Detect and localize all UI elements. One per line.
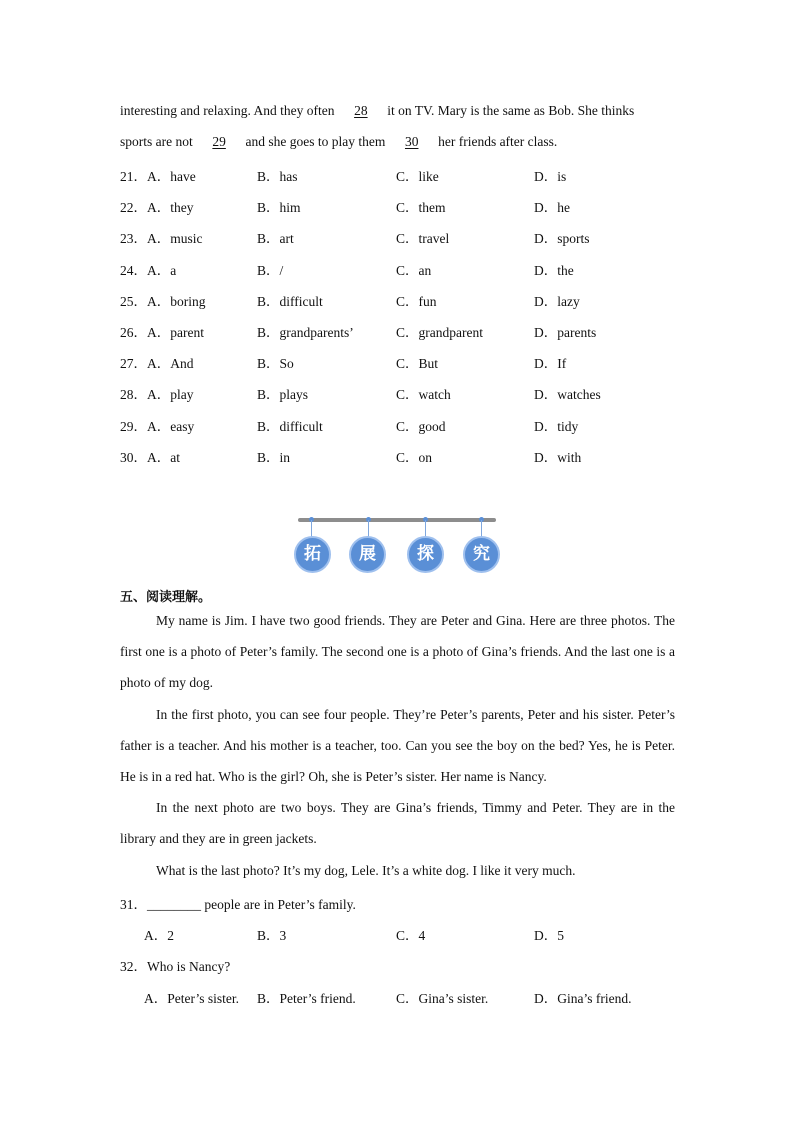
- answer-blank-31: ________: [147, 897, 201, 912]
- option-a: A．at: [147, 449, 180, 465]
- option-c: C．fun: [396, 293, 437, 309]
- option-c: C．Gina’s sister.: [396, 991, 489, 1006]
- reading-paragraph-3: In the next photo are two boys. They are Gina’s friends, Timmy and Peter. They are in the library and they are in green jackets.: [120, 800, 675, 847]
- question-number: 30．: [120, 449, 147, 465]
- option-b: B．him: [257, 200, 301, 216]
- question-number: 21．: [120, 169, 147, 184]
- question-row: [120, 383, 680, 401]
- banner-bar: [298, 518, 496, 522]
- option-d: D．parents: [534, 325, 597, 340]
- question-number: 25．: [120, 293, 147, 309]
- option-c: C．grandparent: [396, 325, 483, 340]
- option-c: C．like: [396, 169, 439, 184]
- option-a: A．easy: [147, 418, 195, 434]
- reading-paragraph-1: My name is Jim. I have two good friends. They are Peter and Gina. Here are three photos. The first one is a photo of Peter’s family. The second one is a photo of Gina’s friends. And the last one is a photo of my dog.: [120, 613, 675, 691]
- question-row: [120, 259, 680, 277]
- option-c: C．4: [396, 928, 426, 943]
- banner-char-3: 探: [407, 536, 444, 573]
- option-a: A．they: [147, 200, 194, 216]
- blank-29: 29: [212, 134, 226, 149]
- question-number: 22．: [120, 200, 147, 216]
- blank-28: 28: [354, 103, 368, 118]
- question-number: 24．: [120, 262, 147, 278]
- question-number: 26．: [120, 325, 147, 340]
- question-row: [120, 321, 680, 339]
- question-row: [120, 165, 680, 183]
- option-c: C．travel: [396, 231, 450, 247]
- question-row: [120, 352, 680, 370]
- question-row: [120, 290, 680, 308]
- option-b: B．So: [257, 356, 294, 372]
- reading-paragraph-4: What is the last photo? It’s my dog, Lele. It’s a white dog. I like it very much.: [156, 863, 576, 878]
- option-a: A．2: [144, 928, 174, 943]
- section-heading: 五、阅读理解。: [120, 590, 212, 605]
- banner-char-4: 究: [463, 536, 500, 573]
- option-a: A．boring: [147, 293, 206, 309]
- option-c: C．an: [396, 262, 432, 278]
- blank-30: 30: [404, 134, 419, 149]
- banner-char-2: 展: [349, 536, 386, 573]
- option-d: D．watches: [534, 387, 601, 403]
- option-a: A．parent: [147, 325, 204, 340]
- option-d: D．lazy: [534, 293, 580, 309]
- option-b: B．Peter’s friend.: [257, 991, 356, 1006]
- option-d: D．sports: [534, 231, 590, 247]
- question-31-options: [120, 924, 680, 942]
- question-row: [120, 196, 680, 214]
- banner-char-1: 拓: [294, 536, 331, 573]
- option-c: C．on: [396, 449, 433, 465]
- option-a: A．a: [147, 262, 177, 278]
- option-b: B．difficult: [257, 418, 323, 434]
- option-b: B．plays: [257, 387, 309, 403]
- passage-line-1: interesting and relaxing. And they often 28 it on TV. Mary is the same as Bob. She thinks: [120, 103, 635, 118]
- option-c: C．good: [396, 418, 446, 434]
- passage-line-2: sports are not 29 and she goes to play them 30 her friends after class.: [120, 134, 558, 149]
- reading-paragraph-2: In the first photo, you can see four people. They’re Peter’s parents, Peter and his sister. Peter’s father is a teacher. And his mother is a teacher, too. Can you see the boy on the bed? Yes, he is Peter. He is in a red hat. Who is the girl? Oh, she is Peter’s sister. Her name is Nancy.: [120, 707, 675, 785]
- question-number: 23．: [120, 231, 147, 247]
- option-b: B．grandparents’: [257, 325, 354, 340]
- option-b: B．has: [257, 169, 298, 184]
- option-a: A．have: [147, 169, 196, 184]
- question-row: [120, 227, 680, 245]
- option-d: D．with: [534, 449, 582, 465]
- question-32-options: [120, 987, 680, 1005]
- question-32: 32．Who is Nancy?: [120, 959, 231, 974]
- option-b: B．in: [257, 449, 291, 465]
- extension-banner: [292, 512, 502, 578]
- option-d: D．he: [534, 200, 570, 216]
- option-c: C．watch: [396, 387, 451, 403]
- option-d: D．tidy: [534, 418, 579, 434]
- option-a: A．Peter’s sister.: [144, 991, 239, 1006]
- option-a: A．music: [147, 231, 203, 247]
- question-row: [120, 415, 680, 433]
- option-d: D．is: [534, 169, 567, 184]
- option-b: B．art: [257, 231, 294, 247]
- option-d: D．the: [534, 262, 574, 278]
- option-c: C．them: [396, 200, 446, 216]
- question-number: 27．: [120, 356, 147, 372]
- question-number: 28．: [120, 387, 147, 403]
- option-d: D．If: [534, 356, 567, 372]
- question-31: 31．________ people are in Peter’s family.: [120, 897, 356, 912]
- question-number: 29．: [120, 418, 147, 434]
- option-a: A．And: [147, 356, 194, 372]
- option-b: B．difficult: [257, 293, 323, 309]
- option-c: C．But: [396, 356, 439, 372]
- option-b: B．3: [257, 928, 287, 943]
- question-row: [120, 446, 680, 464]
- option-b: B．/: [257, 262, 284, 278]
- option-a: A．play: [147, 387, 194, 403]
- option-d: D．Gina’s friend.: [534, 991, 632, 1006]
- option-d: D．5: [534, 928, 564, 943]
